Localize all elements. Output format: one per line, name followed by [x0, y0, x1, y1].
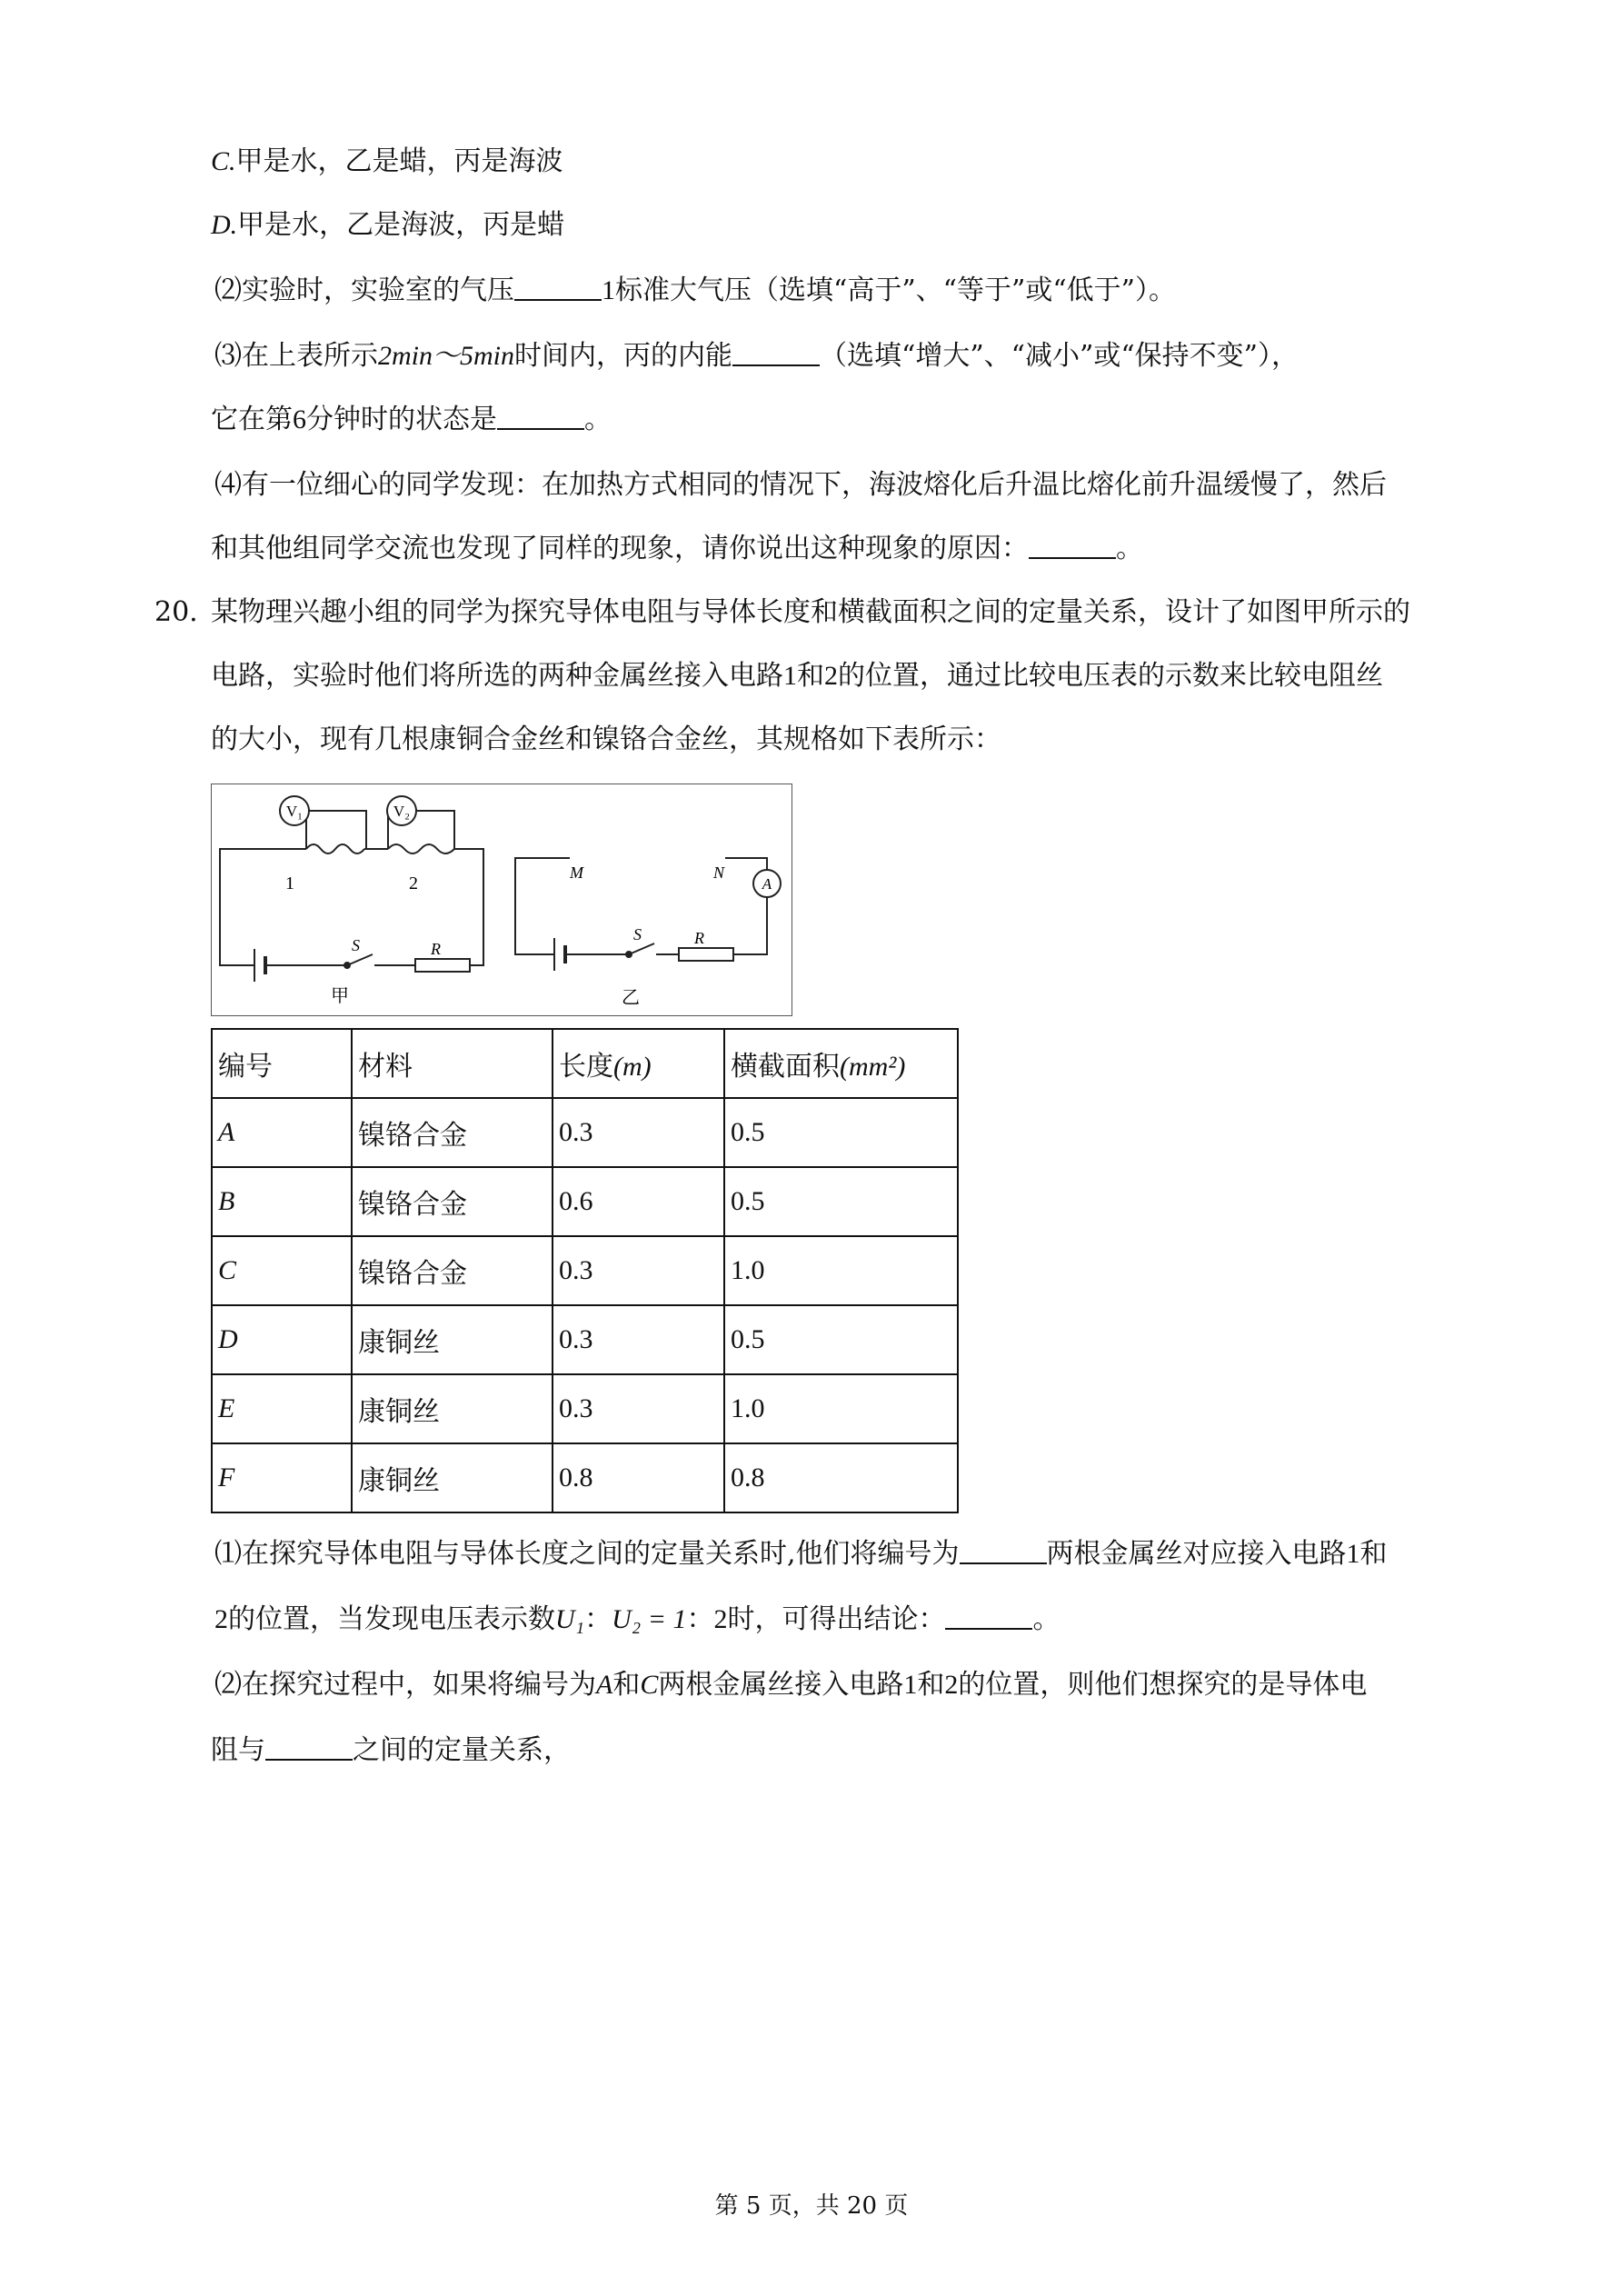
table-header-row [212, 1029, 958, 1098]
position-2: 2 [214, 1604, 228, 1634]
part-number: ⑷ [214, 469, 242, 501]
q20-intro-3 [211, 722, 1001, 758]
header-area-unit: (mm²) [840, 1052, 906, 1082]
header-id: 编号 [212, 1029, 352, 1098]
q20-intro-text-1: 某物理兴趣小组的同学为探究导体电阻与导体长度和横截面积之间的定量关系，设计了如图甲所示的 [211, 596, 1410, 628]
option-c-text: 甲是水，乙是蜡，丙是海波 [235, 145, 563, 177]
q19-p2-number: 1 [602, 275, 615, 305]
q19-p4-text: 有一位细心的同学发现：在加热方式相同的情况下，海波熔化后升温比熔化前升温缓慢了，然后 [242, 469, 1387, 501]
time-range: 2min～5min [378, 341, 514, 371]
part-number: ⑵ [214, 1669, 242, 1701]
colon: ： [584, 1603, 612, 1635]
position-1: 1 [903, 1670, 918, 1700]
resistor-label-left: R [431, 940, 441, 958]
q20-part-2-cont [211, 1732, 571, 1769]
q19-p4-text-2: 和其他组同学交流也发现了同样的现象，请你说出这种现象的原因： [211, 533, 1029, 564]
ratio-2: 2 [713, 1604, 728, 1634]
cell-material: 镍铬合金 [352, 1167, 553, 1236]
ammeter-label: A [762, 875, 772, 893]
position-2: 2 [944, 1670, 959, 1700]
cell-length: 0.8 [553, 1443, 724, 1512]
cell-length: 0.3 [553, 1098, 724, 1167]
cell-length: 0.6 [553, 1167, 724, 1236]
q20-s2-text-4: 阻与 [211, 1734, 265, 1766]
q20-intro-text-2: 电路，实验时他们将所选的两种金属丝接入电路 [211, 660, 783, 692]
position-1: 1 [783, 661, 797, 691]
caption-left: 甲 [331, 986, 349, 1006]
period: 。 [584, 404, 612, 435]
cell-material: 康铜丝 [352, 1443, 553, 1512]
answer-blank[interactable] [960, 1539, 1047, 1564]
q20-part-2 [214, 1667, 1367, 1703]
terminal-m: M [570, 863, 583, 882]
cell-area: 1.0 [724, 1236, 958, 1305]
header-area-text: 横截面积 [731, 1051, 840, 1083]
option-c-letter: C. [211, 146, 236, 176]
answer-blank[interactable] [514, 275, 602, 301]
conj: 和 [612, 1669, 641, 1701]
question-number: 20. [154, 596, 198, 628]
q20-part-1-cont [214, 1602, 1060, 1638]
cell-material: 镍铬合金 [352, 1098, 553, 1167]
wire-c: C [640, 1670, 659, 1700]
position-2: 2 [824, 661, 838, 691]
option-c [211, 144, 563, 180]
u1-symbol: U₁ [555, 1604, 585, 1634]
table-row [212, 1443, 958, 1512]
cell-area: 0.5 [724, 1305, 958, 1374]
resistor-label-right: R [694, 929, 704, 947]
q19-part-4 [214, 467, 1387, 504]
q20-intro-1 [211, 594, 1410, 631]
q20-s1-text-2: 两根金属丝对应接入电路 [1046, 1538, 1347, 1570]
q20-intro-text-4: 的大小，现有几根康铜合金丝和镍铬合金丝，其规格如下表所示： [211, 724, 1001, 755]
answer-blank[interactable] [945, 1604, 1032, 1630]
switch-label-left: S [352, 936, 360, 954]
conj: 和 [1359, 1538, 1388, 1570]
cell-length: 0.3 [553, 1236, 724, 1305]
part-number: ⑶ [214, 340, 242, 372]
v2-label: V₂ [393, 803, 411, 820]
q20-s2-text: 在探究过程中，如果将编号为 [242, 1669, 596, 1701]
q19-part-2 [214, 273, 1176, 309]
cell-length: 0.3 [553, 1305, 724, 1374]
cell-area: 0.8 [724, 1443, 958, 1512]
header-length [553, 1029, 724, 1098]
circuit-diagram [211, 784, 792, 1016]
cell-area: 0.5 [724, 1167, 958, 1236]
q19-part-3 [214, 338, 1299, 374]
q20-s2-text-5: 之间的定量关系， [353, 1734, 571, 1766]
wire-spec-table [211, 1028, 959, 1513]
table-row [212, 1374, 958, 1443]
conj: 和 [917, 1669, 945, 1701]
table-row [212, 1098, 958, 1167]
header-material: 材料 [352, 1029, 553, 1098]
switch-pivot-2 [626, 952, 632, 957]
q20-s2-text-3: 的位置，则他们想探究的是导体电 [958, 1669, 1368, 1701]
cell-id: E [212, 1374, 352, 1443]
cell-length: 0.3 [553, 1374, 724, 1443]
option-d-letter: D. [211, 210, 238, 240]
header-length-text: 长度 [559, 1051, 613, 1083]
cell-area: 1.0 [724, 1374, 958, 1443]
q20-s1-text: 在探究导体电阻与导体长度之间的定量关系时,他们将编号为 [242, 1538, 960, 1570]
table-row [212, 1167, 958, 1236]
conj: 和 [797, 660, 824, 692]
option-d-text: 甲是水，乙是海波，丙是蜡 [237, 209, 565, 241]
cell-material: 康铜丝 [352, 1305, 553, 1374]
period: 。 [1116, 533, 1143, 564]
position-1-label: 1 [285, 873, 294, 893]
switch-pivot [344, 963, 350, 968]
q19-p2-choice: 标准大气压（选填“高于”、“等于”或“低于”）。 [615, 275, 1177, 306]
caption-right: 乙 [622, 988, 640, 1008]
cell-id: F [212, 1443, 352, 1512]
q19-p3-choice: （选填“增大”、“减小”或“保持不变”）， [820, 340, 1299, 372]
table-row [212, 1305, 958, 1374]
cell-id: A [212, 1098, 352, 1167]
position-1: 1 [1346, 1539, 1360, 1569]
u2-expression: U₂ = 1 [612, 1604, 687, 1634]
header-length-unit: (m) [613, 1052, 652, 1082]
q20-s1-text-3: 的位置，当发现电压表示数 [228, 1603, 555, 1635]
position-2-label: 2 [409, 873, 418, 893]
q19-p2-text: 实验时，实验室的气压 [242, 275, 514, 306]
part-number: ⑵ [214, 275, 242, 306]
cell-area: 0.5 [724, 1098, 958, 1167]
wire-a: A [596, 1670, 613, 1700]
option-d [211, 207, 564, 244]
q19-p3-text-4: 分钟时的状态是 [306, 404, 497, 435]
period: 。 [1032, 1603, 1060, 1635]
q20-s1-text-4: 时，可得出结论： [727, 1603, 946, 1635]
header-area [724, 1029, 958, 1098]
answer-blank[interactable] [265, 1735, 353, 1761]
q20-intro-2 [211, 658, 1383, 694]
answer-blank[interactable] [1029, 534, 1116, 559]
switch-label-right: S [633, 925, 642, 943]
q20-intro-text-3: 的位置，通过比较电压表的示数来比较电阻丝 [838, 660, 1383, 692]
terminal-n: N [713, 863, 725, 882]
cell-id: C [212, 1236, 352, 1305]
answer-blank[interactable] [497, 404, 584, 430]
page-footer: 第 5 页，共 20 页 [714, 2192, 909, 2220]
cell-material: 镍铬合金 [352, 1236, 553, 1305]
q19-p3-text-2: 时间内，丙的内能 [514, 340, 732, 372]
colon: ： [686, 1603, 714, 1635]
minute-number: 6 [293, 404, 306, 434]
part-number: ⑴ [214, 1538, 242, 1570]
q20-part-1 [214, 1536, 1388, 1572]
cell-id: D [212, 1305, 352, 1374]
q19-p3-text-3: 它在第 [211, 404, 293, 435]
table-row [212, 1236, 958, 1305]
cell-material: 康铜丝 [352, 1374, 553, 1443]
cell-id: B [212, 1167, 352, 1236]
q19-p3-text: 在上表所示 [242, 340, 378, 372]
q20-s2-text-2: 两根金属丝接入电路 [658, 1669, 904, 1701]
v1-label: V₁ [285, 803, 304, 820]
q19-part-3-cont [211, 402, 612, 438]
q19-part-4-cont [211, 531, 1143, 567]
answer-blank[interactable] [732, 341, 820, 366]
